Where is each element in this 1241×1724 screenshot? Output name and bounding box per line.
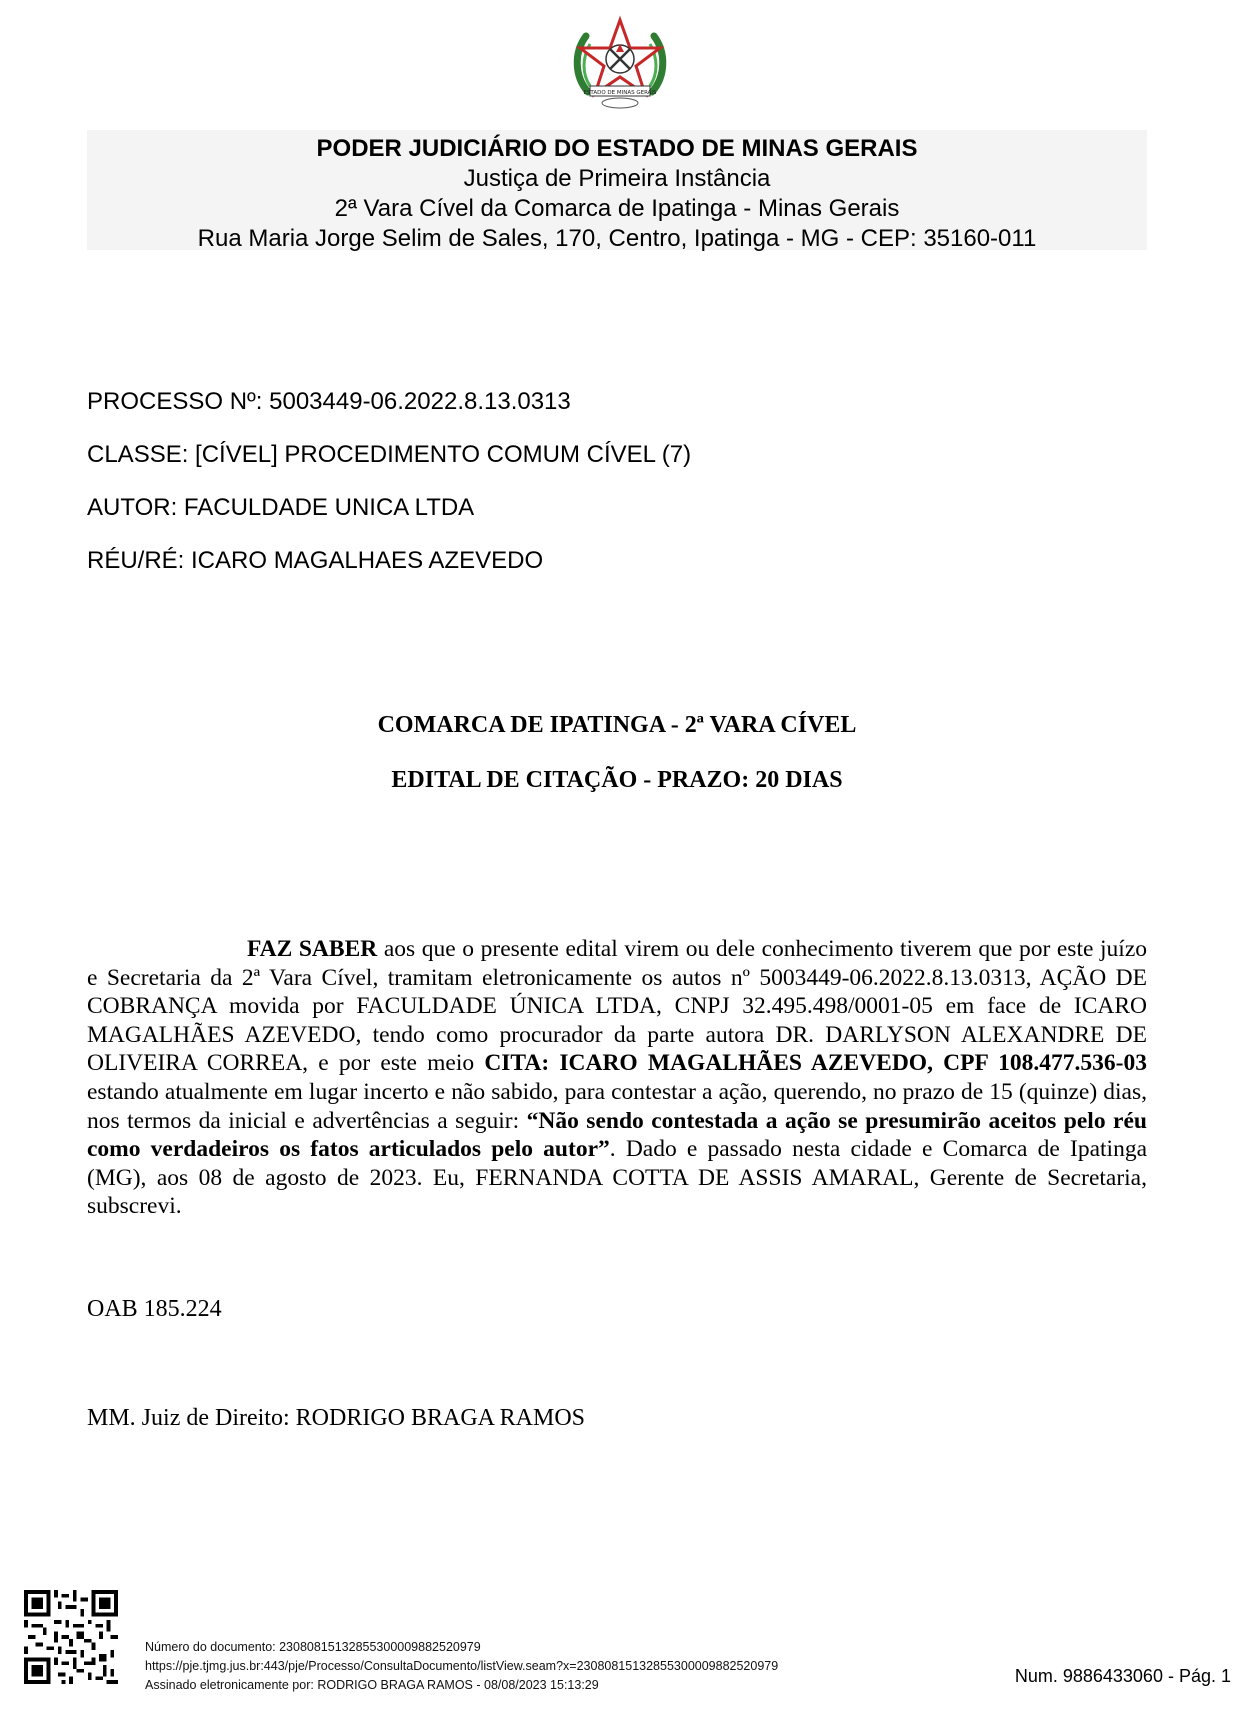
body-part-1: aos que o presente edital virem ou dele conhecimento tiverem que por este juízo e Secretaria da 2ª Vara Cível, tramitam eletronicamente os autos nº 5003449-06.2022.8.13.0313, AÇÃO DE COBRANÇA movida por FACULDADE ÚNICA LTDA, CNPJ 32.495.498/0001-05 em face de ICARO MAGALHÃES AZEVEDO, tendo como procurador da parte autora DR. DARLYSON ALEXANDRE DE OLIVEIRA CORREA, e por este meio [87,936,1148,1077]
oab-number: OAB 185.224 [87,1296,222,1322]
page-number: Num. 9886433060 - Pág. 1 [1014,1666,1231,1686]
process-class: CLASSE: [CÍVEL] PROCEDIMENTO COMUM CÍVEL (7) [87,441,692,468]
comarca-title: COMARCA DE IPATINGA - 2ª VARA CÍVEL [377,712,857,738]
edital-body [87,935,1147,1221]
process-defendant: RÉU/RÉ: ICARO MAGALHAES AZEVEDO [87,547,544,574]
court-address: Rua Maria Jorge Selim de Sales, 170, Centro, Ipatinga - MG - CEP: 35160-011 [197,225,1037,252]
process-number: PROCESSO Nº: 5003449-06.2022.8.13.0313 [87,388,571,415]
body-part-2: estando atualmente em lugar incerto e não sabido, para contestar a ação, querendo, no prazo de 15 (quinze) dias, nos termos da inicial e advertências a seguir: [87,1078,1147,1134]
court-header [87,130,1147,250]
edital-title: EDITAL DE CITAÇÃO - PRAZO: 20 DIAS [391,767,843,793]
minas-gerais-coat-of-arms-icon [568,14,672,112]
judge-name: MM. Juiz de Direito: RODRIGO BRAGA RAMOS [87,1405,586,1431]
electronic-signature: Assinado eletronicamente por: RODRIGO BRAGA RAMOS - 08/08/2023 15:13:29 [145,1678,599,1692]
svg-text:ESTADO DE MINAS GERAIS: ESTADO DE MINAS GERAIS [583,90,657,96]
document-number: Número do documento: 23080815132855300009882520979 [145,1640,481,1654]
body-part-3: . Dado e passado nesta cidade e Comarca de Ipatinga (MG), aos 08 de agosto de 2023. Eu, FERNANDA COTTA DE ASSIS AMARAL, Gerente de Secretaria, subscrevi. [87,1136,1147,1220]
document-url[interactable]: https://pje.tjmg.jus.br:443/pje/Processo/ConsultaDocumento/listView.seam?x=23080815132855300009882520979 [145,1659,779,1673]
court-title: PODER JUDICIÁRIO DO ESTADO DE MINAS GERAIS [316,135,918,162]
faz-saber-label: FAZ SABER [247,936,378,962]
citation-target: CITA: ICARO MAGALHÃES AZEVEDO, CPF 108.477.536-03 [484,1050,1147,1077]
process-author: AUTOR: FACULDADE UNICA LTDA [87,494,475,521]
court-vara: 2ª Vara Cível da Comarca de Ipatinga - Minas Gerais [334,195,900,222]
legal-warning: “Não sendo contestada a ação se presumirão aceitos pelo réu como verdadeiros os fatos articulados pelo autor” [87,1107,1147,1163]
qr-code-icon [24,1590,118,1684]
court-instance: Justiça de Primeira Instância [463,165,771,192]
